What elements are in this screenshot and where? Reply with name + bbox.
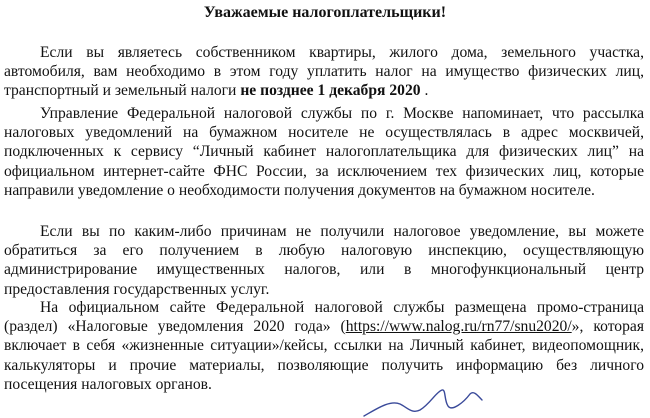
paragraph-not-received: Если вы по каким-либо причинам не получили налоговое уведомление, вы можете обратиться за его получением в любую налоговую инспекцию, осуществляющую администрирование имущественных налогов, или в многофункциональный центр предоставления государственных услуг.	[4, 223, 644, 298]
paragraph-tax-deadline	[4, 43, 644, 101]
handwritten-signature	[360, 388, 500, 418]
deadline-date: не позднее 1 декабря 2020	[240, 82, 421, 100]
paragraph-tax-deadline-end: .	[420, 82, 429, 100]
paragraph-paper-notices: Управление Федеральной налоговой службы по г. Москве напоминает, что рассылка налоговых уведомлений на бумажном носителе не осуществлялась в адрес москвичей, подключенных к сервису “Личный кабинет налогоплательщика для физических лиц” на официальном интернет-сайте ФНС России, за исключением тех физических лиц, которые направили уведомление о необходимости получения документов на бумажном носителе.	[4, 105, 644, 199]
paragraph-promo-text-after: », которая включает в себя «жизненные ситуации»/кейсы, ссылки на Личный кабинет, видеопомощник, калькуляторы и прочие материалы, позволяющие получить информацию без личного посещения налоговых органов.	[4, 318, 644, 393]
signature-stroke	[364, 390, 482, 416]
paragraph-promo-text-before: На официальном сайте Федеральной налоговой службы размещена промо-страница (раздел) «Налоговые уведомления 2020 года» (	[4, 299, 644, 336]
promo-page-link[interactable]: https://www.nalog.ru/rn77/snu2020/	[345, 318, 572, 336]
paragraph-promo-page	[4, 298, 644, 394]
paragraph-tax-deadline-text: Если вы являетесь собственником квартиры, жилого дома, земельного участка, автомобиля, вам необходимо в этом году уплатить налог на имущество физических лиц, транспортный и земельный налоги	[4, 44, 644, 100]
document-title: Уважаемые налогоплательщики!	[203, 4, 447, 21]
